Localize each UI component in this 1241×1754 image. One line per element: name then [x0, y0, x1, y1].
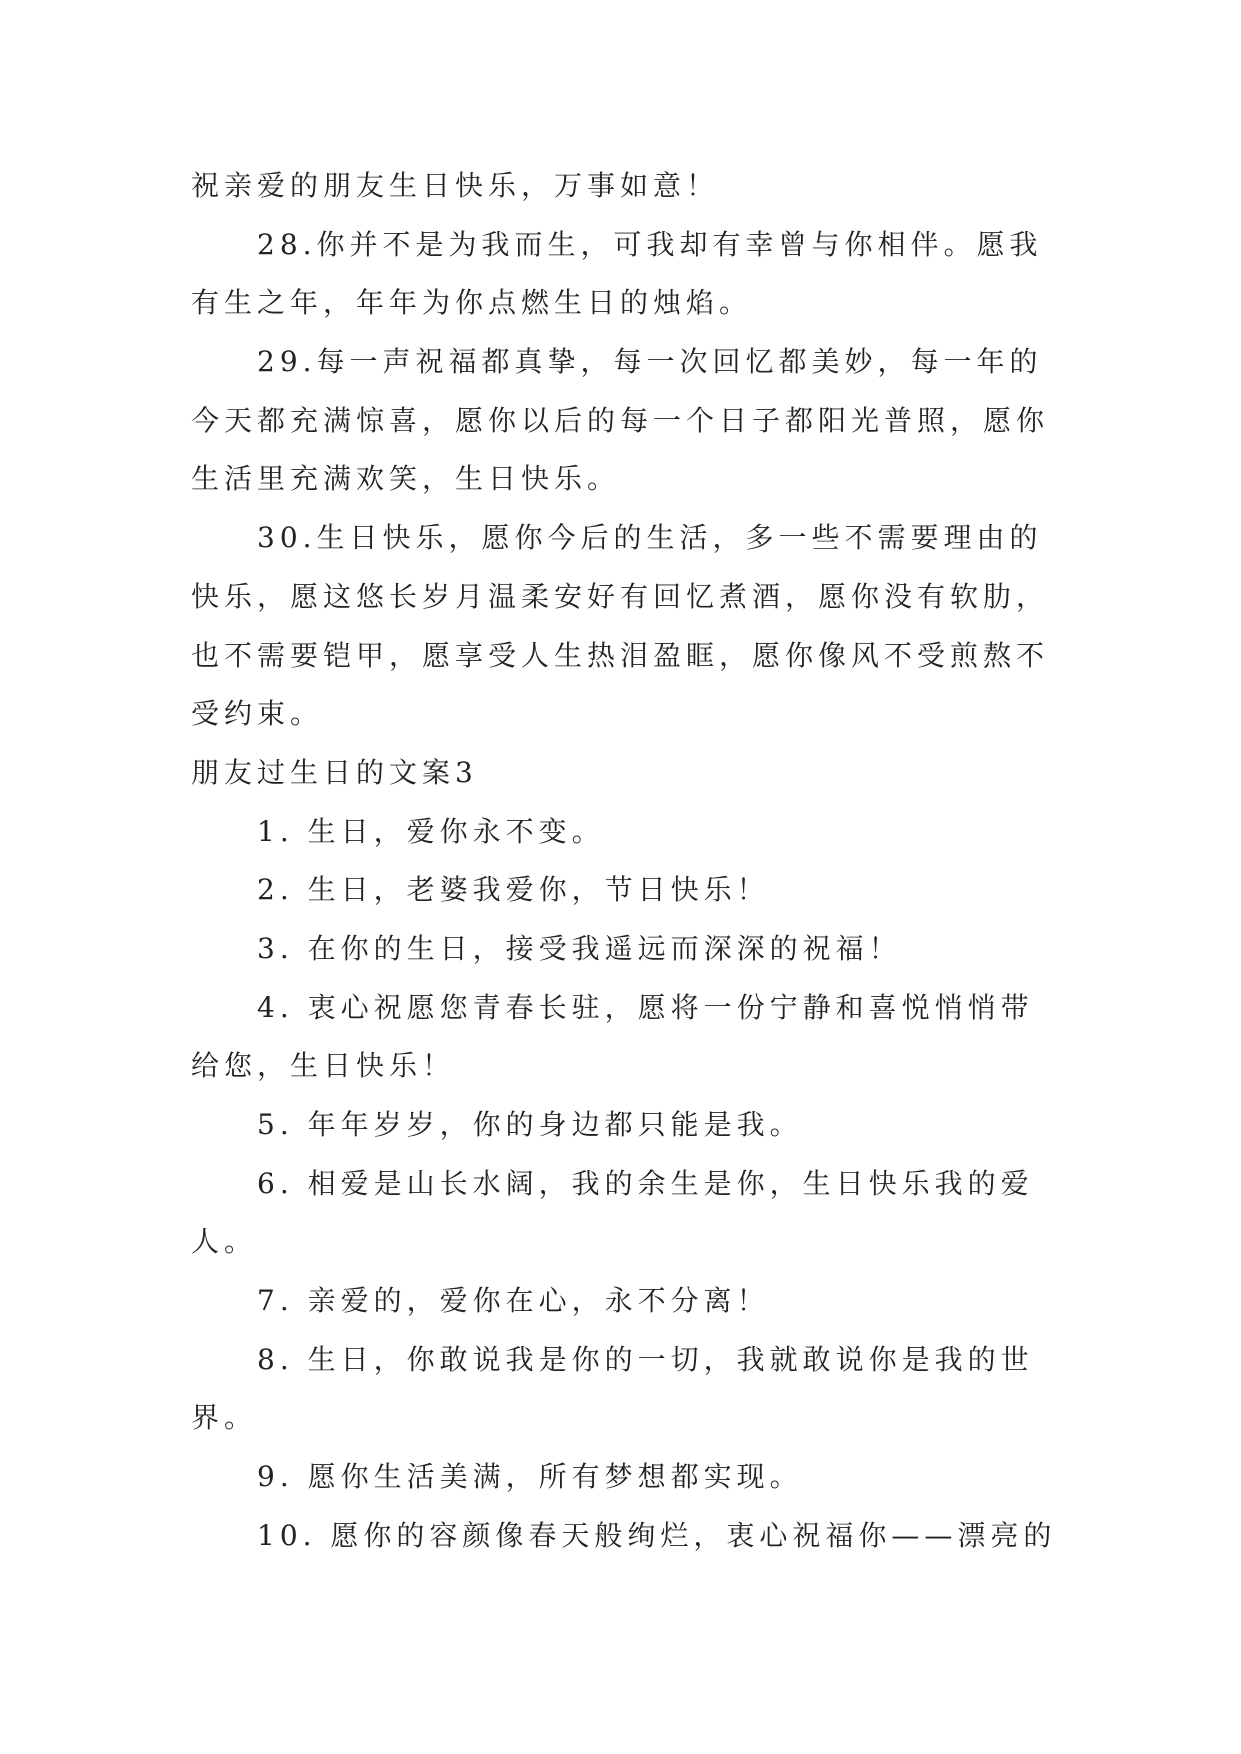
list-item — [191, 979, 1191, 1096]
text-line: 人。 — [191, 1225, 258, 1259]
text-line: 6. 相爱是山长水阔，我的余生是你，生日快乐我的爱 — [257, 1166, 1034, 1200]
section-heading: 朋友过生日的文案3 — [191, 755, 478, 789]
list-item — [191, 1096, 1191, 1155]
text-line: 给您，生日快乐！ — [191, 1049, 456, 1083]
text-line: 7. 亲爱的，爱你在心，永不分离！ — [257, 1284, 770, 1318]
text-line: 30.生日快乐，愿你今后的生活，多一些不需要理由的 — [257, 521, 1043, 555]
list-item — [191, 1272, 1191, 1331]
text-line: 3. 在你的生日，接受我遥远而深深的祝福！ — [257, 931, 902, 965]
text-line: 10. 愿你的容颜像春天般绚烂，衷心祝福你——漂亮的 — [257, 1518, 1057, 1552]
text-line: 5. 年年岁岁，你的身边都只能是我。 — [257, 1108, 803, 1141]
list-item — [191, 216, 1191, 333]
list-item — [191, 803, 1191, 862]
list-item — [191, 1331, 1191, 1448]
text-line: 受约束。 — [191, 697, 324, 731]
text-line: 也不需要铠甲，愿享受人生热泪盈眶，愿你像风不受煎熬不 — [191, 638, 1050, 672]
list-item — [191, 920, 1191, 979]
text-line: 生活里充满欢笑，生日快乐。 — [191, 462, 621, 496]
text-line: 4. 衷心祝愿您青春长驻，愿将一份宁静和喜悦悄悄带 — [257, 990, 1034, 1024]
text-line: 有生之年，年年为你点燃生日的烛焰。 — [191, 286, 753, 320]
text-line: 2. 生日，老婆我爱你，节日快乐！ — [257, 873, 770, 907]
text-line: 祝亲爱的朋友生日快乐，万事如意！ — [191, 169, 720, 202]
text-line: 快乐，愿这悠长岁月温柔安好有回忆煮酒，愿你没有软肋， — [191, 579, 1050, 613]
text-line: 9. 愿你生活美满，所有梦想都实现。 — [257, 1460, 803, 1494]
list-item — [191, 1448, 1191, 1507]
list-item — [191, 861, 1191, 920]
list-item — [191, 333, 1191, 509]
text-line: 1. 生日，爱你永不变。 — [257, 814, 605, 848]
continued-paragraph — [191, 157, 1191, 216]
text-line: 界。 — [191, 1401, 258, 1435]
text-line: 8. 生日，你敢说我是你的一切，我就敢说你是我的世 — [257, 1342, 1034, 1376]
list-item — [191, 509, 1191, 744]
list-item — [191, 1155, 1191, 1272]
text-line: 28.你并不是为我而生，可我却有幸曾与你相伴。愿我 — [257, 227, 1043, 261]
document-body — [191, 157, 1191, 1566]
list-item — [191, 1507, 1191, 1566]
text-line: 29.每一声祝福都真挚，每一次回忆都美妙，每一年的 — [257, 345, 1043, 379]
text-line: 今天都充满惊喜，愿你以后的每一个日子都阳光普照，愿你 — [191, 403, 1050, 437]
